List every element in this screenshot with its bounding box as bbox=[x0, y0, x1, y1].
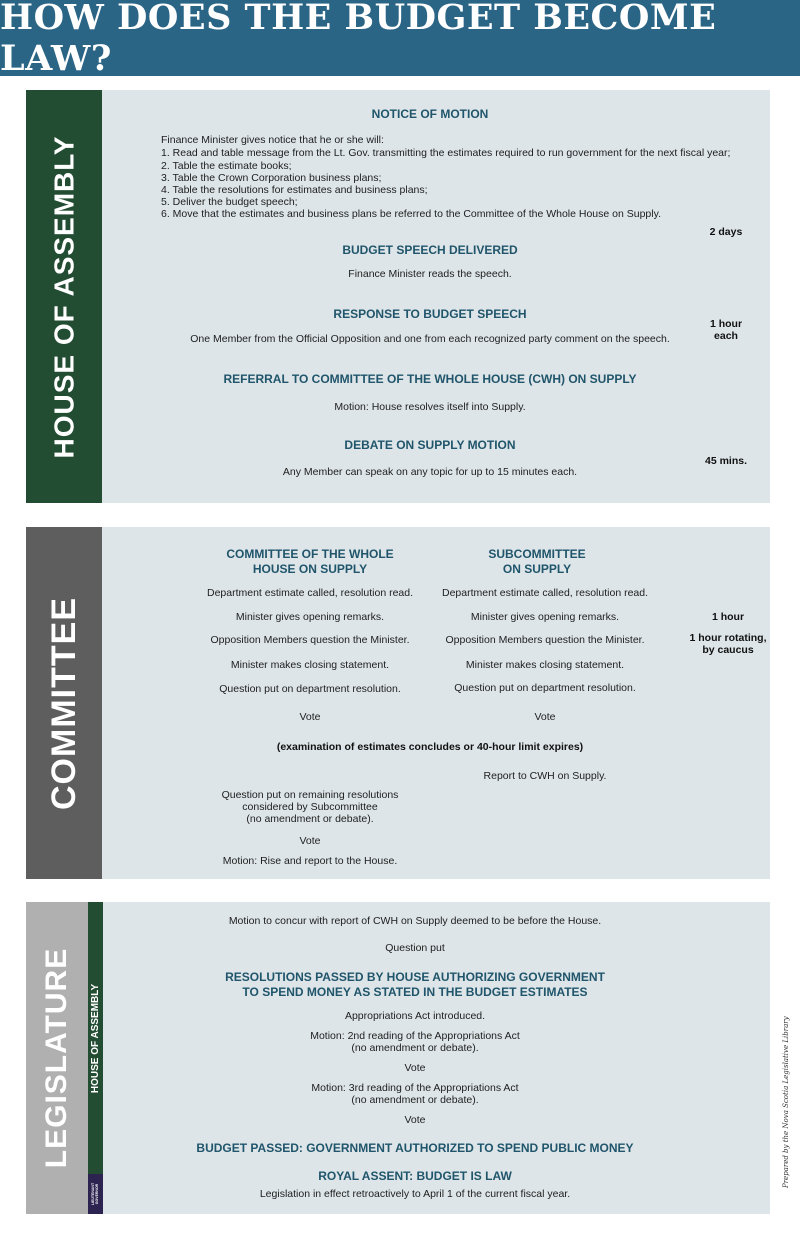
speech-heading: BUDGET SPEECH DELIVERED bbox=[342, 243, 518, 257]
rise-text: Motion: Rise and report to the House. bbox=[222, 855, 398, 867]
response-text: One Member from the Official Opposition and one from each recognized party comment on the speech. bbox=[190, 333, 670, 345]
sub-step: Vote bbox=[534, 711, 556, 723]
cwh-heading: HOUSE ON SUPPLY bbox=[252, 562, 368, 576]
notice-item: 2. Table the estimate books; bbox=[161, 160, 292, 172]
question-put: Question put bbox=[385, 942, 445, 954]
notice-item: 3. Table the Crown Corporation business plans; bbox=[161, 172, 382, 184]
question-time: 1 hour rotating, bbox=[689, 632, 767, 644]
effect-text: Legislation in effect retroactively to April 1 of the current fiscal year. bbox=[259, 1188, 571, 1200]
credit-text: Prepared by the Nova Scotia Legislative Library bbox=[782, 1016, 790, 1188]
ltgov-label: GOVERNOR bbox=[95, 1183, 100, 1205]
cwh-step: Department estimate called, resolution read. bbox=[206, 587, 414, 599]
page-title: HOW DOES THE BUDGET BECOME LAW? bbox=[0, 0, 717, 79]
notice-intro: Finance Minister gives notice that he or she will: bbox=[161, 134, 384, 146]
response-heading: RESPONSE TO BUDGET SPEECH bbox=[333, 307, 527, 321]
notice-item: 1. Read and table message from the Lt. Gov. transmitting the estimates required to run government for the next fiscal year; bbox=[161, 147, 731, 159]
opening-time: 1 hour bbox=[711, 611, 745, 623]
committee-sidebar bbox=[26, 527, 102, 879]
second-reading: (no amendment or debate). bbox=[351, 1042, 479, 1054]
third-reading: (no amendment or debate). bbox=[351, 1094, 479, 1106]
cwh-heading: COMMITTEE OF THE WHOLE bbox=[226, 547, 394, 561]
committee-panel bbox=[102, 527, 770, 879]
assembly-sidebar bbox=[26, 90, 102, 503]
committee-vote: Vote bbox=[299, 835, 321, 847]
response-time: 1 hour bbox=[709, 318, 743, 330]
sub-step: Minister gives opening remarks. bbox=[470, 611, 620, 623]
legislature-house-bar bbox=[88, 902, 103, 1174]
passed-heading: BUDGET PASSED: GOVERNMENT AUTHORIZED TO SPEND PUBLIC MONEY bbox=[196, 1141, 634, 1155]
notice-item: 6. Move that the estimates and business plans be referred to the Committee of the Whole House on Supply. bbox=[161, 208, 661, 220]
cwh-step: Question put on department resolution. bbox=[219, 683, 401, 695]
page-header bbox=[0, 0, 800, 79]
sub-step: Department estimate called, resolution read. bbox=[441, 587, 649, 599]
notice-heading: NOTICE OF MOTION bbox=[371, 107, 489, 121]
conclude-note: (examination of estimates concludes or 40-hour limit expires) bbox=[276, 741, 584, 753]
debate-text: Any Member can speak on any topic for up to 15 minutes each. bbox=[282, 466, 578, 478]
debate-heading: DEBATE ON SUPPLY MOTION bbox=[344, 438, 516, 452]
vote-text: Vote bbox=[404, 1062, 426, 1074]
legislature-label: LEGISLATURE bbox=[40, 947, 74, 1169]
response-time: each bbox=[714, 330, 738, 342]
cwh-step: Vote bbox=[299, 711, 321, 723]
referral-heading: REFERRAL TO COMMITTEE OF THE WHOLE HOUSE (CWH) ON SUPPLY bbox=[223, 372, 637, 386]
assent-heading: ROYAL ASSENT: BUDGET IS LAW bbox=[318, 1169, 512, 1183]
ltgov-label: LIEUTENANT bbox=[91, 1182, 96, 1206]
act-intro: Appropriations Act introduced. bbox=[344, 1010, 486, 1022]
sub-heading: SUBCOMMITTEE bbox=[488, 547, 586, 561]
cwh-step: Minister makes closing statement. bbox=[230, 659, 390, 671]
debate-time: 45 mins. bbox=[704, 455, 748, 467]
resolutions-heading: TO SPEND MONEY AS STATED IN THE BUDGET ESTIMATES bbox=[242, 985, 588, 999]
sub-step: Minister makes closing statement. bbox=[465, 659, 625, 671]
sub-heading: ON SUPPLY bbox=[502, 562, 572, 576]
report-text: Report to CWH on Supply. bbox=[483, 770, 607, 782]
speech-text: Finance Minister reads the speech. bbox=[348, 268, 512, 280]
remaining-text: (no amendment or debate). bbox=[246, 813, 374, 825]
cwh-step: Opposition Members question the Minister. bbox=[210, 634, 410, 646]
vote-text: Vote bbox=[404, 1114, 426, 1126]
ltgov-bar bbox=[88, 1174, 103, 1214]
resolutions-heading: RESOLUTIONS PASSED BY HOUSE AUTHORIZING GOVERNMENT bbox=[225, 970, 605, 984]
remaining-text: Question put on remaining resolutions bbox=[221, 789, 399, 801]
remaining-text: considered by Subcommittee bbox=[242, 801, 378, 813]
cwh-step: Minister gives opening remarks. bbox=[235, 611, 385, 623]
notice-item: 4. Table the resolutions for estimates and business plans; bbox=[161, 184, 428, 196]
assembly-label: HOUSE OF ASSEMBLY bbox=[48, 135, 80, 458]
third-reading: Motion: 3rd reading of the Appropriations Act bbox=[311, 1082, 519, 1094]
question-time: by caucus bbox=[702, 644, 754, 656]
legislature-sidebar bbox=[26, 902, 88, 1214]
concur-text: Motion to concur with report of CWH on Supply deemed to be before the House. bbox=[228, 915, 602, 927]
sub-step: Question put on department resolution. bbox=[454, 682, 636, 694]
notice-item: 5. Deliver the budget speech; bbox=[161, 196, 298, 208]
second-reading: Motion: 2nd reading of the Appropriations Act bbox=[310, 1030, 520, 1042]
sub-step: Opposition Members question the Minister. bbox=[445, 634, 645, 646]
referral-text: Motion: House resolves itself into Supply. bbox=[334, 401, 526, 413]
committee-label: COMMITTEE bbox=[44, 596, 83, 810]
notice-time: 2 days bbox=[709, 226, 743, 238]
legislature-house-label: HOUSE OF ASSEMBLY bbox=[90, 983, 101, 1093]
